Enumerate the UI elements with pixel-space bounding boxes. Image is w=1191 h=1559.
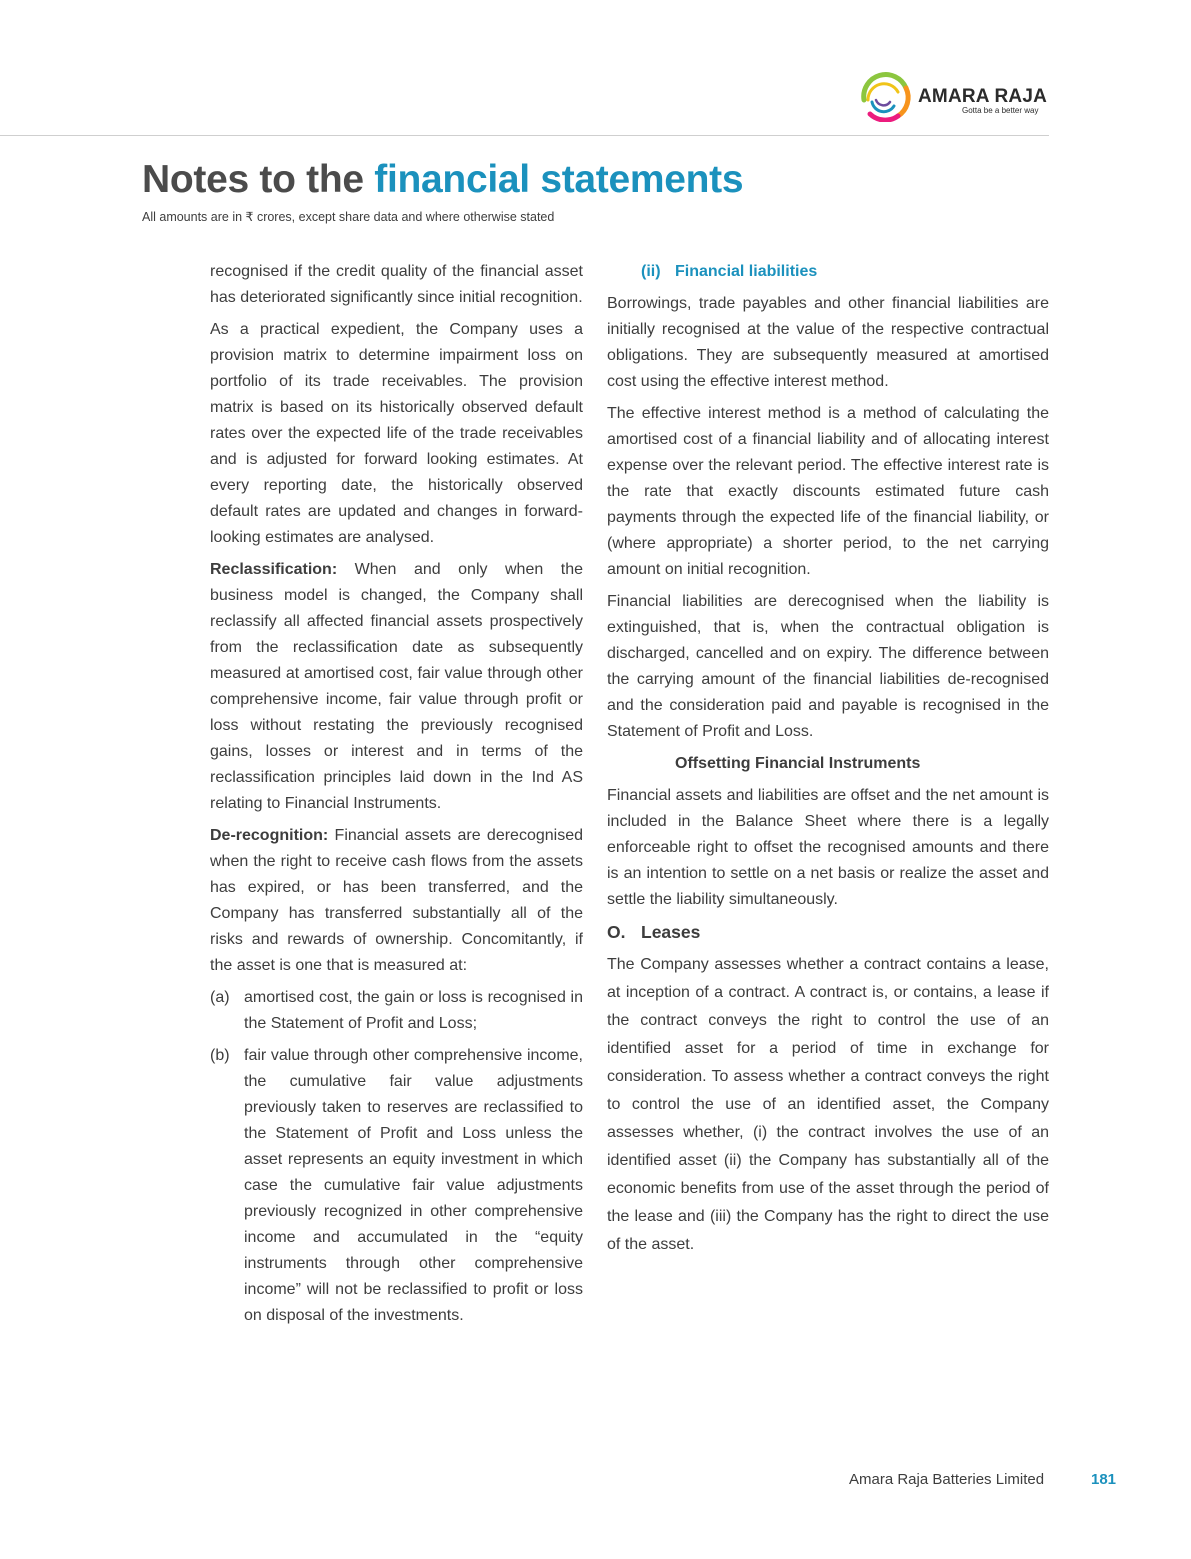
right-column bbox=[607, 259, 1049, 1265]
section-number: (ii) bbox=[641, 263, 661, 280]
list-item-text: amortised cost, the gain or loss is recognised in the Statement of Profit and Loss; bbox=[244, 989, 583, 1032]
footer-company-name: Amara Raja Batteries Limited bbox=[849, 1471, 1045, 1488]
amara-raja-logo-icon bbox=[858, 70, 914, 122]
page-title-main: Notes to the bbox=[142, 158, 375, 201]
list-item bbox=[210, 985, 583, 1037]
paragraph: The effective interest method is a method of calculating the amortised cost of a financial liability and of allocating interest expense over the relevant period. The effective interest rate is the rate that exactly discounts estimated future cash payments through the expected life of the financial liability, or (where appropriate) a shorter period, to the net carrying amount on initial recognition. bbox=[607, 405, 1049, 578]
leases-paragraph: The Company assesses whether a contract contains a lease, at inception of a contract. A contract is, or contains, a lease if the contract conveys the right to control the use of an identified asset for a period of time in exchange for consideration. To assess whether a contract conveys the right to control the use of an identified asset, the Company assesses whether, (i) the contract involves the use of an identified asset (ii) the Company has substantially all of the economic benefits from use of the asset through the period of the lease and (iii) the Company has the right to direct the use of the asset. bbox=[607, 956, 1049, 1253]
brand-name: AMARA RAJA bbox=[918, 86, 1048, 107]
list-marker: (a) bbox=[210, 989, 230, 1006]
leases-heading bbox=[607, 919, 1049, 945]
page-title-accent: financial statements bbox=[374, 158, 744, 201]
page-subtitle: All amounts are in ₹ crores, except share data and where otherwise stated bbox=[142, 210, 555, 224]
page-number: 181 bbox=[1091, 1471, 1117, 1488]
section-heading-text: Leases bbox=[641, 922, 701, 942]
paragraph: Financial assets and liabilities are offset and the net amount is included in the Balance Sheet where there is a legally enforceable right to offset the recognised amounts and there is an intention to settle on a net basis or realize the asset and settle the liability simultaneously. bbox=[607, 787, 1049, 908]
paragraph: Borrowings, trade payables and other financial liabilities are initially recognised at the value of the respective contractual obligations. They are subsequently measured at amortised cost using the effective interest method. bbox=[607, 295, 1049, 390]
reclassification-paragraph bbox=[210, 557, 583, 817]
list-item-text: fair value through other comprehensive income, the cumulative fair value adjustments previously taken to reserves are reclassified to the Statement of Profit and Loss unless the asset represents an equity investment in which case the cumulative fair value adjustments previously recognized in other comprehensive income and accumulated in the “equity instruments through other comprehensive income” will not be reclassified to profit or loss on disposal of the investments. bbox=[244, 1047, 583, 1324]
paragraph: As a practical expedient, the Company uses a provision matrix to determine impairment loss on portfolio of its trade receivables. The provision matrix is based on its historically observed default rates over the expected life of the trade receivables and is adjusted for forward looking estimates. At every reporting date, the historically observed default rates are updated and changes in forward-looking estimates are analysed. bbox=[210, 321, 583, 546]
page-title bbox=[142, 158, 743, 202]
list-marker: (b) bbox=[210, 1047, 230, 1064]
derecognition-text: Financial assets are derecognised when the right to receive cash flows from the assets has expired, or has been transferred, and the Company has transferred substantially all of the risks and rewards of ownership. Concomitantly, if the asset is one that is measured at: bbox=[210, 827, 583, 974]
header-divider bbox=[0, 135, 1049, 136]
section-number: O. bbox=[607, 922, 626, 942]
paragraph: Financial liabilities are derecognised when the liability is extinguished, that is, when the contractual obligation is discharged, cancelled and on expiry. The difference between the carrying amount of the financial liabilities de-recognised and the consideration paid and payable is recognised in the Statement of Profit and Loss. bbox=[607, 593, 1049, 740]
section-heading-text: Financial liabilities bbox=[675, 263, 818, 280]
derecognition-label: De-recognition: bbox=[210, 827, 329, 844]
financial-liabilities-heading bbox=[607, 259, 1049, 285]
brand-tagline: Gotta be a better way bbox=[962, 106, 1039, 115]
reclassification-label: Reclassification: bbox=[210, 561, 338, 578]
offsetting-heading: Offsetting Financial Instruments bbox=[675, 755, 921, 772]
derecognition-paragraph bbox=[210, 823, 583, 979]
list-item bbox=[210, 1043, 583, 1329]
brand-logo bbox=[858, 70, 1058, 122]
reclassification-text: When and only when the business model is changed, the Company shall reclassify all affected financial assets prospectively from the reclassification date as subsequently measured at amortised cost, fair value through other comprehensive income, fair value through profit or loss without restating the previously recognised gains, losses or interest and in terms of the reclassification principles laid down in the Ind AS relating to Financial Instruments. bbox=[210, 561, 583, 812]
left-column bbox=[210, 259, 583, 1335]
paragraph: recognised if the credit quality of the financial asset has deteriorated significantly since initial recognition. bbox=[210, 263, 583, 306]
